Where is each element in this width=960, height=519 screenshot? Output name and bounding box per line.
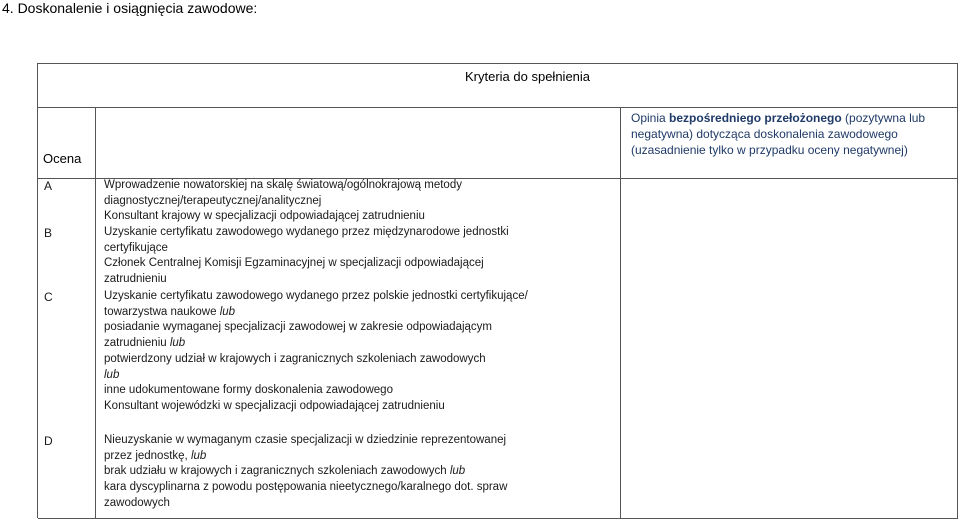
criteria-line: diagnostycznej/terapeutycznej/analitycznej xyxy=(104,194,322,207)
grade-header-cell xyxy=(38,108,96,179)
criteria-column xyxy=(96,179,621,519)
opinion-column[interactable] xyxy=(621,179,958,519)
criteria-line xyxy=(104,336,614,352)
criteria-line: zatrudnieniu xyxy=(104,273,167,286)
criteria-line: Wprowadzenie nowatorskiej na skalę światową/ogólnokrajową metody xyxy=(104,179,462,191)
criteria-line: Konsultant krajowy w specjalizacji odpowiadającej zatrudnieniu xyxy=(104,210,425,223)
conjunction-lub: lub xyxy=(219,305,236,318)
grade-column xyxy=(38,179,96,519)
criteria-line xyxy=(104,305,614,321)
conjunction-lub: lub xyxy=(190,449,207,462)
criteria-line-text: przez jednostkę, xyxy=(104,449,188,462)
criteria-row-a xyxy=(104,178,614,225)
criteria-table xyxy=(37,63,958,518)
criteria-header-cell xyxy=(38,64,958,108)
criteria-line: Uzyskanie certyfikatu zawodowego wydanego przez międzynarodowe jednostki xyxy=(104,226,509,238)
opinion-header xyxy=(631,110,951,158)
opinion-header-text-1: Opinia xyxy=(631,111,670,125)
grade-a: A xyxy=(44,179,53,193)
criteria-line xyxy=(104,449,614,465)
criteria-row-c xyxy=(104,289,614,415)
grade-header: Ocena xyxy=(43,151,82,166)
criteria-line: kara dyscyplinarna z powodu postępowania nieetycznego/karalnego dot. spraw xyxy=(104,481,508,494)
criteria-line: zawodowych xyxy=(104,496,170,509)
criteria-line: Członek Centralnej Komisji Egzaminacyjnej w specjalizacji odpowiadającej xyxy=(104,257,484,270)
criteria-line: certyfikujące xyxy=(104,241,168,254)
section-heading: 4. Doskonalenie i osiągnięcia zawodowe: xyxy=(2,0,258,16)
criteria-line: inne udokumentowane formy doskonalenia zawodowego xyxy=(104,384,393,397)
criteria-row-b xyxy=(104,225,614,288)
criteria-line-text: towarzystwa naukowe xyxy=(104,305,217,318)
criteria-line: posiadanie wymaganej specjalizacji zawodowej w zakresie odpowiadającym xyxy=(104,321,493,334)
conjunction-lub: lub xyxy=(449,465,466,478)
criteria-line: Uzyskanie certyfikatu zawodowego wydanego przez polskie jednostki certyfikujące/ xyxy=(104,290,528,302)
grade-d: D xyxy=(44,434,53,448)
conjunction-lub: lub xyxy=(169,337,186,350)
criteria-line: potwierdzony udział w krajowych i zagranicznych szkoleniach zawodowych xyxy=(104,352,486,365)
criteria-line xyxy=(104,368,614,384)
criteria-line-text: zatrudnieniu xyxy=(104,337,167,350)
criteria-line: Nieuzyskanie w wymaganym czasie specjalizacji w dziedzinie reprezentowanej xyxy=(104,434,507,446)
opinion-header-cell xyxy=(621,108,958,179)
criteria-row-d xyxy=(104,433,614,512)
criteria-line-text: brak udziału w krajowych i zagranicznych szkoleniach zawodowych xyxy=(104,465,447,478)
grade-b: B xyxy=(44,226,53,240)
conjunction-lub: lub xyxy=(104,368,120,381)
opinion-header-text-2: (pozytywna lub negatywna) dotycząca doskonalenia zawodowego (uzasadnienie tylko w przypadku oceny negatywnej) xyxy=(631,111,926,157)
criteria-header: Kryteria do spełnienia xyxy=(465,69,591,84)
criteria-line: Konsultant wojewódzki w specjalizacji odpowiadającej zatrudnieniu xyxy=(104,399,445,412)
criteria-line xyxy=(104,464,614,480)
opinion-header-bold: bezpośredniego przełożonego xyxy=(669,111,842,125)
grade-c: C xyxy=(44,290,53,304)
criteria-header-spacer xyxy=(96,108,621,179)
